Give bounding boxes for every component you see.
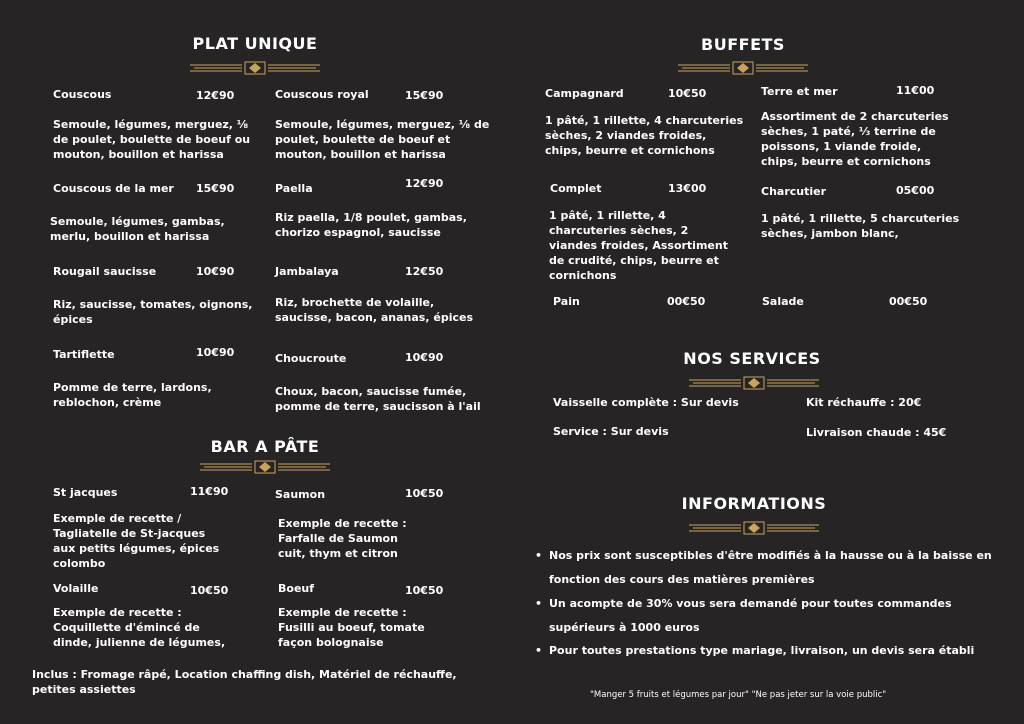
menu-item-name: Couscous de la mer <box>53 182 174 195</box>
menu-item-name: Charcutier <box>761 185 827 198</box>
menu-item-name: Saumon <box>275 488 326 501</box>
divider-ornament-icon <box>689 521 819 535</box>
menu-item-description: 1 pâté, 1 rillette, 4 charcuteries sèches, 2 viandes froides, chips, beurre et cornichons <box>545 114 744 157</box>
menu-item-description: Riz, saucisse, tomates, oignons, épices <box>53 298 253 326</box>
menu-item-price: 10€50 <box>668 87 707 100</box>
menu-item-price: 00€50 <box>667 295 706 308</box>
menu-item-price: 10€90 <box>405 351 444 364</box>
menu-item-description: Assortiment de 2 charcuteries sèches, 1 paté, ⅓ terrine de poissons, 1 viande froide, chips, beurre et cornichons <box>761 110 949 168</box>
plat-unique-title: PLAT UNIQUE <box>192 34 318 53</box>
divider-ornament-icon <box>190 61 320 75</box>
menu-item-description: Riz, brochette de volaille, saucisse, bacon, ananas, épices <box>275 296 473 324</box>
menu-item-price: 05€00 <box>896 184 935 197</box>
menu-item-price: 11€90 <box>190 485 229 498</box>
menu-item-description: Pomme de terre, lardons, reblochon, crème <box>53 381 212 409</box>
buffets-title: BUFFETS <box>701 35 785 54</box>
menu-item-description: 1 pâté, 1 rillette, 4 charcuteries sèches, 2 viandes froides, Assortiment de crudité, chips, beurre et cornichons <box>549 209 728 282</box>
menu-item-description: Choux, bacon, saucisse fumée, pomme de terre, saucisson à l'ail <box>275 385 481 413</box>
services-title: NOS SERVICES <box>683 349 821 368</box>
service-item: Service : Sur devis <box>553 425 669 438</box>
info-bullet: • Pour toutes prestations type mariage, livraison, un devis sera établi <box>549 639 1011 663</box>
menu-item-description: 1 pâté, 1 rillette, 5 charcuteries sèches, jambon blanc, <box>761 212 960 240</box>
menu-item-price: 10€50 <box>190 584 229 597</box>
info-bullet: • Un acompte de 30% vous sera demandé pour toutes commandes supérieurs à 1000 euros <box>549 592 1011 640</box>
menu-item-name: Paella <box>275 182 313 195</box>
menu-item-name: Terre et mer <box>761 85 838 98</box>
menu-item-name: Rougail saucisse <box>53 265 157 278</box>
menu-item-name: Volaille <box>53 582 99 595</box>
service-item: Livraison chaude : 45€ <box>806 426 947 439</box>
menu-item-description: Exemple de recette : Coquillette d'émincé de dinde, julienne de légumes, <box>53 606 226 649</box>
menu-item-price: 12€90 <box>405 177 444 190</box>
menu-item-price: 10€90 <box>196 265 235 278</box>
menu-item-name: Jambalaya <box>275 265 339 278</box>
menu-item-price: 15€90 <box>196 182 235 195</box>
menu-item-name: Couscous <box>53 88 112 101</box>
menu-item-description: Exemple de recette : Farfalle de Saumon cuit, thym et citron <box>278 517 407 560</box>
menu-item-price: 12€50 <box>405 265 444 278</box>
menu-item-price: 13€00 <box>668 182 707 195</box>
menu-item-price: 11€00 <box>896 84 935 97</box>
menu-item-price: 15€90 <box>405 89 444 102</box>
menu-item-description: Exemple de recette : Fusilli au boeuf, tomate façon bolognaise <box>278 606 425 649</box>
menu-item-price: 10€90 <box>196 346 235 359</box>
menu-item-price: 12€90 <box>196 89 235 102</box>
divider-ornament-icon <box>689 376 819 390</box>
informations-title: INFORMATIONS <box>681 494 827 513</box>
footer-slogans: "Manger 5 fruits et légumes par jour" "Ne pas jeter sur la voie public" <box>590 690 887 700</box>
menu-item-description: Semoule, légumes, gambas, merlu, bouillon et harissa <box>50 215 225 243</box>
menu-item-name: Campagnard <box>545 87 624 100</box>
menu-item-description: Semoule, légumes, merguez, ⅛ de poulet, boulette de boeuf et mouton, bouillon et harissa <box>275 118 490 161</box>
divider-ornament-icon <box>678 61 808 75</box>
menu-item-name: Boeuf <box>278 582 315 595</box>
menu-item-name: Tartiflette <box>53 348 115 361</box>
menu-item-name: Couscous royal <box>275 88 369 101</box>
menu-item-name: Salade <box>762 295 804 308</box>
menu-item-price: 10€50 <box>405 487 444 500</box>
service-item: Vaisselle complète : Sur devis <box>553 396 739 409</box>
bar-a-pate-title: BAR A PÂTE <box>210 437 320 456</box>
menu-item-price: 10€50 <box>405 584 444 597</box>
menu-item-price: 00€50 <box>889 295 928 308</box>
menu-item-name: Choucroute <box>275 352 347 365</box>
menu-item-name: Complet <box>550 182 602 195</box>
menu-item-name: St jacques <box>53 486 118 499</box>
menu-item-description: Semoule, légumes, merguez, ⅛ de poulet, boulette de boeuf ou mouton, bouillon et harissa <box>53 118 251 161</box>
info-bullet: • Nos prix sont susceptibles d'être modifiés à la hausse ou à la baisse en fonction des cours des matières premières <box>549 544 1011 592</box>
divider-ornament-icon <box>200 460 330 474</box>
service-item: Kit réchauffe : 20€ <box>806 396 922 409</box>
bar-a-pate-inclus: Inclus : Fromage râpé, Location chaffing dish, Matériel de réchauffe, petites assiettes <box>32 668 457 696</box>
menu-item-name: Pain <box>553 295 580 308</box>
menu-item-description: Riz paella, 1/8 poulet, gambas, chorizo espagnol, saucisse <box>275 211 467 239</box>
menu-item-description: Exemple de recette / Tagliatelle de St-jacques aux petits légumes, épices colombo <box>53 512 220 570</box>
